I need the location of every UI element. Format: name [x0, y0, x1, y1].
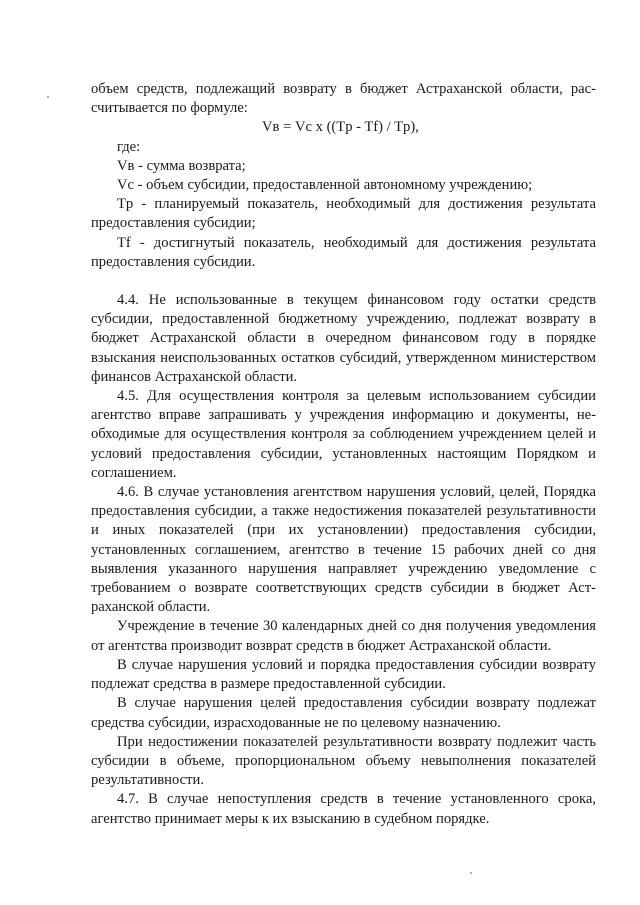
paragraph-indicators: При недостижении показателей результативности возврату подлежит часть субсидии в объеме, пропорциональном объему невыполнения показателей результативности.	[91, 733, 596, 789]
paragraph-formula-intro: объем средств, подлежащий возврату в бюджет Астраханской области, рассчитывается по формуле:	[91, 81, 596, 117]
definition-vv: Vв - сумма возврата;	[117, 157, 246, 174]
paragraph-refund-term: Учреждение в течение 30 календарных дней со дня получения уведомления от агентства производит возврат средств в бюджет Астраханской области.	[91, 618, 596, 654]
paragraph-violation-conditions: В случае нарушения условий и порядка предоставления субсидии возврату подлежат средства в размере предоставленной субсидии.	[91, 656, 596, 693]
paragraph-where: где:	[117, 138, 141, 155]
paragraph-4-5: 4.5. Для осуществления контроля за целевым использованием субсидии агентство вправе запрашивать у учреждения информацию и документы, необходимые для осуществления контроля за соблюдением учреждением целей и условий предоставления субсидии, установленных настоящим Порядком и соглашением.	[91, 388, 596, 481]
scan-speck	[470, 872, 472, 874]
paragraph-4-7: 4.7. В случае непоступления средств в течение установленного срока, агентство принимает меры к их взысканию в судебном порядке.	[91, 791, 596, 827]
definition-vc: Vc - объем субсидии, предоставленной автономному учреждению;	[117, 177, 533, 194]
scan-speck	[47, 96, 49, 98]
paragraph-4-4: 4.4. Не использованные в текущем финансовом году остатки средств субсидии, предоставленной бюджетному учреждению, подлежат возврату в бюджет Астраханской области в очередном финансовом году в порядке взыскания неиспользованных остатков субсидий, утвержденном министерством финансов Астраханской области.	[91, 292, 596, 385]
paragraph-violation-purposes: В случае нарушения целей предоставления субсидии возврату подлежат средства субсидии, израсходованные не по целевому назначению.	[91, 695, 596, 731]
formula: Vв = Vc x ((Tp - Tf) / Tp),	[262, 119, 419, 136]
definition-tf: Tf - достигнутый показатель, необходимый для достижения результата предоставления субсидии.	[91, 234, 596, 270]
definition-tp: Tp - планируемый показатель, необходимый для достижения результата предоставления субсидии;	[91, 196, 596, 232]
document-page	[91, 80, 596, 829]
paragraph-4-6: 4.6. В случае установления агентством нарушения условий, целей, Порядка предоставления субсидии, а также недостижения показателей результативности и иных показателей (при их установлении) предоставления субсидии, установленных соглашением, агентство в течение 15 рабочих дней со дня выявления указанного нарушения направляет учреждению уведомление с требованием о возврате соответствующих средств субсидии в бюджет Астраханской области.	[91, 484, 596, 616]
